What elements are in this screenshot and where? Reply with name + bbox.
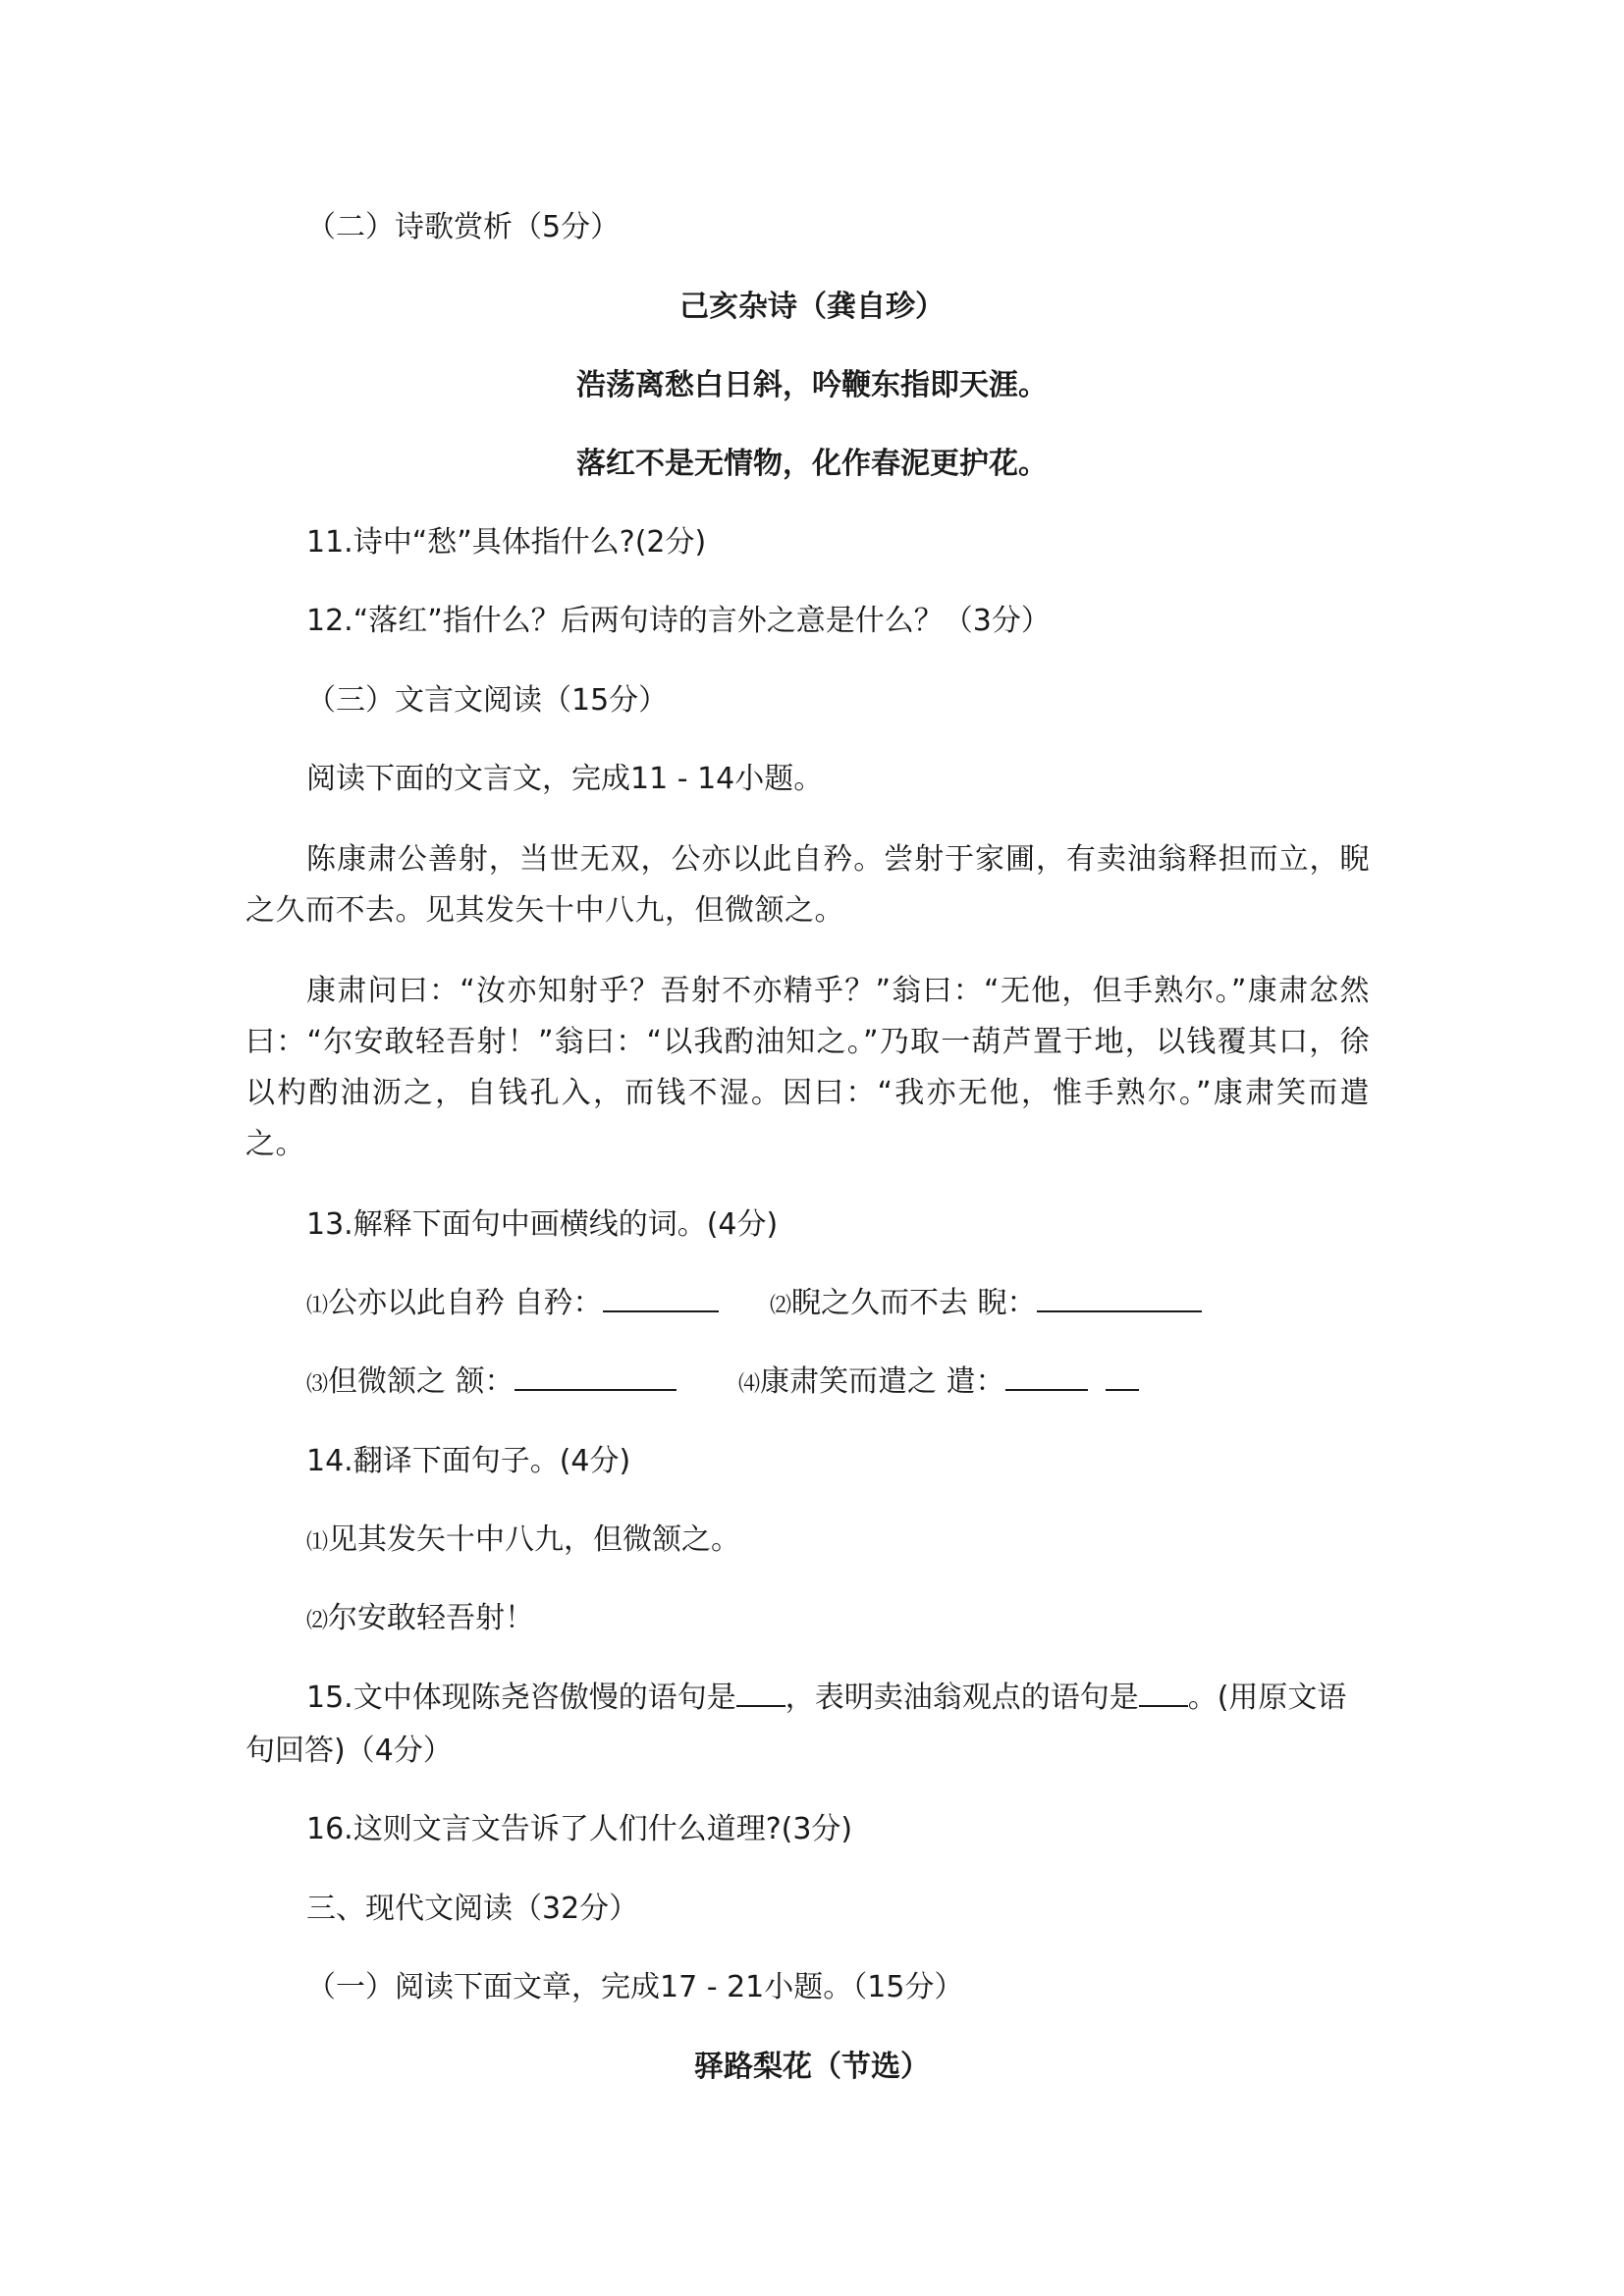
modern-sub-heading: （一）阅读下面文章，完成17 - 21小题。（15分） (306, 1970, 964, 2004)
question-15-line-1 (306, 1679, 1346, 1718)
q15-text-part-3: 。(用原文语 (1187, 1681, 1347, 1715)
question-13: 13.解释下面句中画横线的词。(4分) (306, 1207, 779, 1242)
question-15-line-2: 句回答)（4分） (245, 1734, 453, 1768)
q15-answer-blank-1[interactable] (736, 1680, 785, 1707)
q13-item-1-number: ⑴ (306, 1294, 329, 1318)
question-12: 12.“落红”指什么？后两句诗的言外之意是什么？（3分） (306, 604, 1051, 638)
q14-item-1-number: ⑴ (306, 1530, 329, 1555)
q14-item-1-text: 见其发矢十中八九，但微颔之。 (328, 1522, 741, 1557)
q15-text-part-2: ，表明卖油翁观点的语句是 (785, 1681, 1139, 1715)
question-14: 14.翻译下面句子。(4分) (306, 1444, 631, 1478)
classical-intro: 阅读下面的文言文，完成11 - 14小题。 (306, 762, 824, 796)
q13-item-2-text: 睨之久而不去 睨： (791, 1286, 1037, 1320)
q15-answer-blank-2[interactable] (1139, 1680, 1188, 1707)
poem-line-1: 浩荡离愁白日斜，吟鞭东指即天涯。 (576, 368, 1048, 402)
classical-paragraph-2: 康肃问曰：“汝亦知射乎？吾射不亦精乎？”翁曰：“无他，但手熟尔。”康肃忿然曰：“尔安敢轻吾射！”翁曰：“以我酌油知之。”乃取一葫芦置于地，以钱覆其口，徐以杓酌油沥之，自钱孔入，而钱不湿。因曰：“我亦无他，惟手熟尔。”康肃笑而遣之。 (245, 974, 1370, 1161)
q14-item-2 (306, 1599, 534, 1641)
q13-item-3-number: ⑶ (306, 1372, 329, 1397)
q13-answer-blank-4a[interactable] (1005, 1363, 1088, 1391)
q13-item-3 (306, 1362, 677, 1405)
q13-answer-blank-2[interactable] (1037, 1285, 1202, 1312)
classical-section-heading: （三）文言文阅读（15分） (306, 683, 669, 718)
q14-item-2-text: 尔安敢轻吾射！ (328, 1601, 535, 1635)
classical-paragraph-1: 陈康肃公善射，当世无双，公亦以此自矜。尝射于家圃，有卖油翁释担而立，睨之久而不去。见其发矢十中八九，但微颔之。 (245, 842, 1370, 928)
q13-item-1-text: 公亦以此自矜 自矜： (328, 1286, 603, 1320)
q14-item-1 (306, 1521, 740, 1563)
q13-answer-blank-4b[interactable] (1106, 1363, 1139, 1391)
q13-item-4-text: 康肃笑而遣之 遣： (760, 1364, 1005, 1399)
q13-item-2 (770, 1284, 1202, 1326)
question-11: 11.诗中“愁”具体指什么?(2分) (306, 525, 707, 560)
modern-section-heading: 三、现代文阅读（32分） (306, 1892, 639, 1926)
q13-item-3-text: 但微颔之 颔： (328, 1364, 514, 1399)
poem-title: 己亥杂诗（龚自珍） (679, 290, 945, 324)
poetry-section-heading: （二）诗歌赏析（5分） (306, 210, 621, 244)
q13-answer-blank-3[interactable] (514, 1363, 677, 1391)
q15-text-part-1: 15.文中体现陈尧咨傲慢的语句是 (306, 1681, 736, 1715)
q13-item-4-number: ⑷ (738, 1372, 761, 1397)
q13-answer-blank-1[interactable] (603, 1285, 719, 1312)
modern-article-title: 驿路梨花（节选） (694, 2050, 930, 2084)
poem-line-2: 落红不是无情物，化作春泥更护花。 (576, 447, 1048, 481)
q13-item-4 (738, 1362, 1139, 1405)
q13-item-2-number: ⑵ (770, 1294, 792, 1318)
q13-item-1 (306, 1284, 719, 1326)
q14-item-2-number: ⑵ (306, 1609, 329, 1633)
question-16: 16.这则文言文告诉了人们什么道理?(3分) (306, 1812, 853, 1846)
